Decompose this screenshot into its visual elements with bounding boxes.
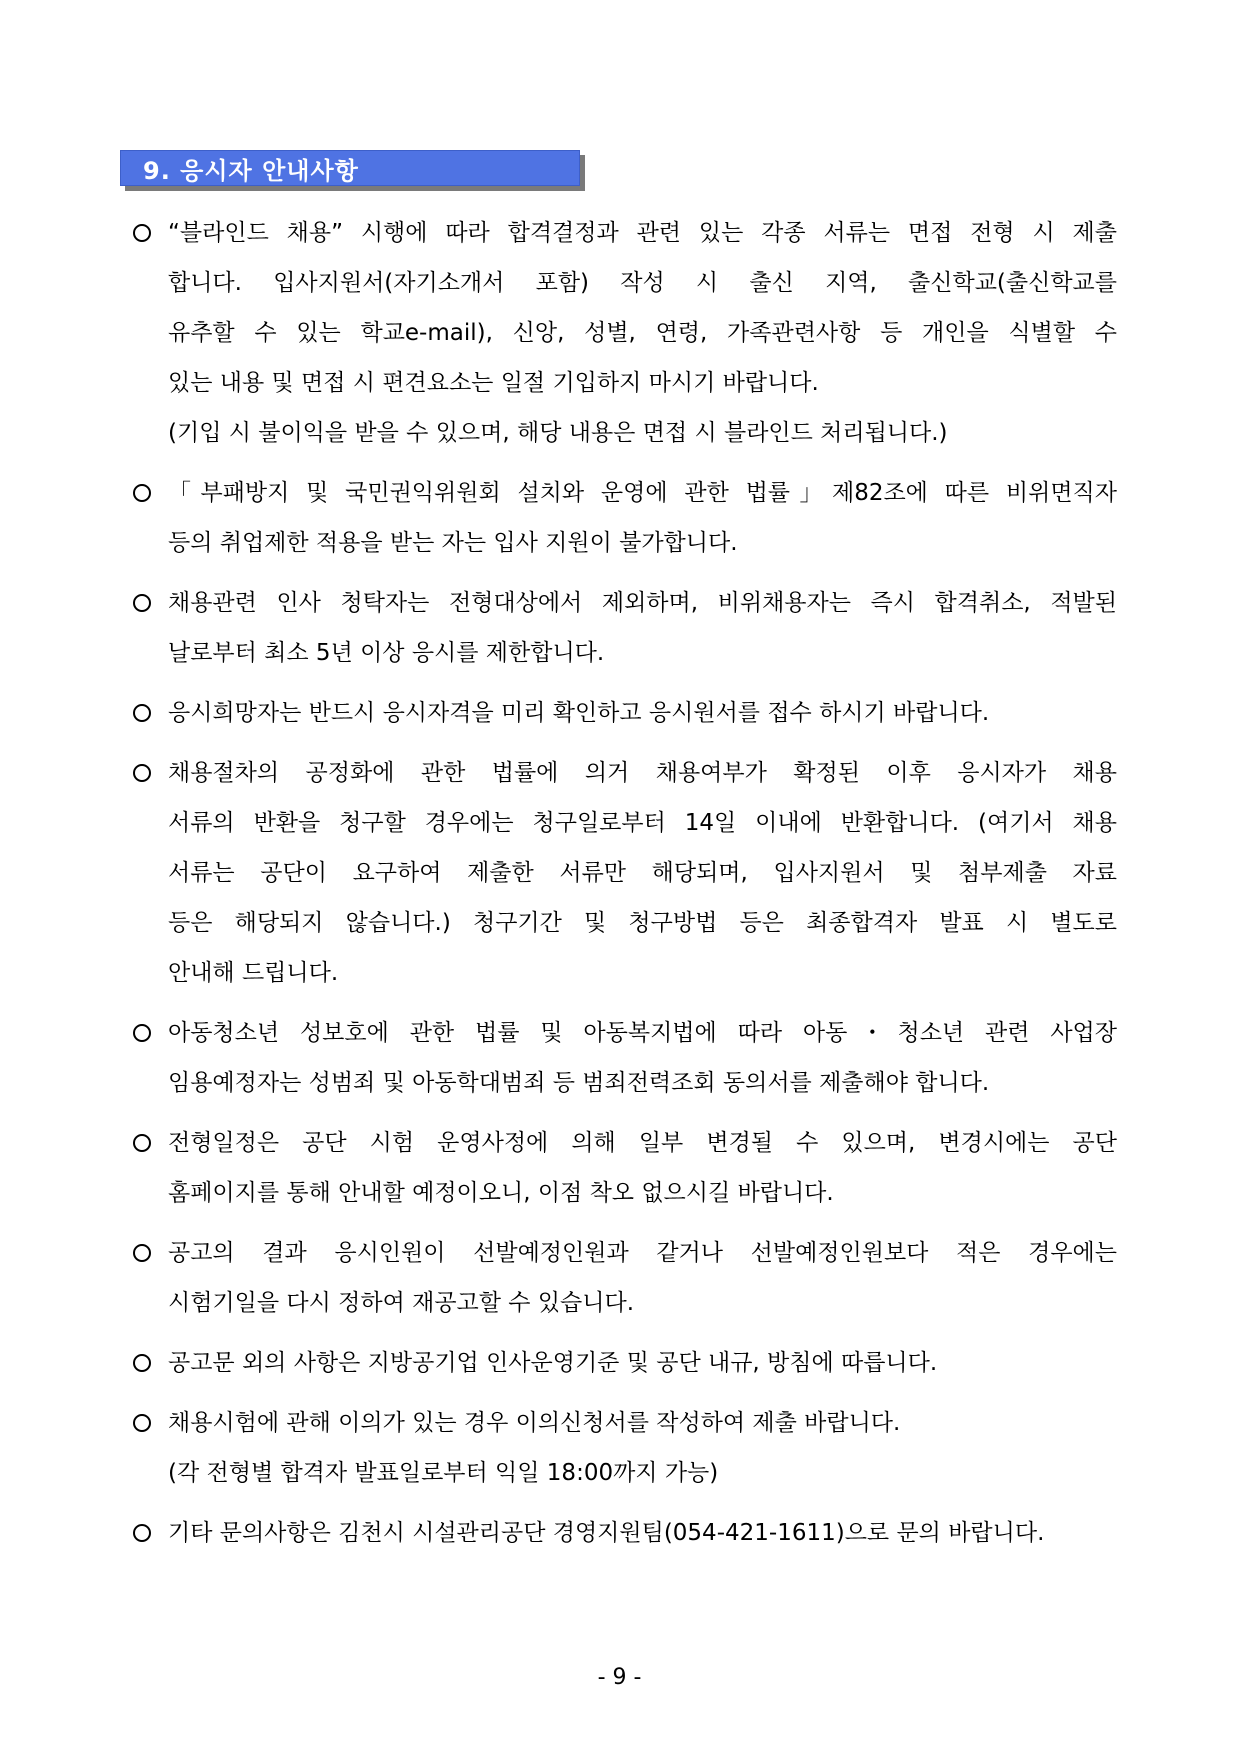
- notice-item-other-rules: [132, 1338, 1117, 1388]
- notice-item-child-protection: [132, 1008, 1117, 1108]
- circle-bullet-icon: [132, 578, 152, 628]
- notice-list: [132, 208, 1117, 1568]
- notice-line: 있는 내용 및 면접 시 편견요소는 일절 기입하지 마시기 바랍니다.: [168, 370, 819, 396]
- notice-item-contact: [132, 1508, 1117, 1558]
- notice-line: 공고문 외의 사항은 지방공기업 인사운영기준 및 공단 내규, 방침에 따릅니다.: [168, 1350, 938, 1376]
- circle-bullet-icon: [132, 1338, 152, 1388]
- section-title: 9. 응시자 안내사항: [143, 156, 359, 185]
- section-header: [120, 150, 580, 186]
- notice-item-solicitation: [132, 578, 1117, 678]
- notice-item-re-announcement: [132, 1228, 1117, 1328]
- notice-note: (각 전형별 합격자 발표일로부터 익일 18:00까지 가능): [168, 1460, 719, 1486]
- circle-bullet-icon: [132, 748, 152, 798]
- notice-item-anti-corruption: [132, 468, 1117, 568]
- notice-line: 등은 해당되지 않습니다.) 청구기간 및 청구방법 등은 최종합격자 발표 시 별도로: [168, 910, 1117, 936]
- notice-line: 유추할 수 있는 학교e-mail), 신앙, 성별, 연령, 가족관련사항 등 개인을 식별할 수: [168, 320, 1117, 346]
- notice-line: 홈페이지를 통해 안내할 예정이오니, 이점 착오 없으시길 바랍니다.: [168, 1180, 834, 1206]
- circle-bullet-icon: [132, 208, 152, 258]
- notice-line: 임용예정자는 성범죄 및 아동학대범죄 등 범죄전력조회 동의서를 제출해야 합니다.: [168, 1070, 990, 1096]
- circle-bullet-icon: [132, 1008, 152, 1058]
- notice-line: 합니다. 입사지원서(자기소개서 포함) 작성 시 출신 지역, 출신학교(출신학교를: [168, 270, 1117, 296]
- notice-line: 서류의 반환을 청구할 경우에는 청구일로부터 14일 이내에 반환합니다. (여기서 채용: [168, 810, 1117, 836]
- notice-line: 「부패방지 및 국민권익위원회 설치와 운영에 관한 법률」제82조에 따른 비위면직자: [168, 480, 1117, 506]
- notice-item-blind-hiring: [132, 208, 1117, 408]
- notice-item-objection: [132, 1398, 1117, 1448]
- notice-line: 서류는 공단이 요구하여 제출한 서류만 해당되며, 입사지원서 및 첨부제출 자료: [168, 860, 1117, 886]
- circle-bullet-icon: [132, 1398, 152, 1448]
- notice-line: 날로부터 최소 5년 이상 응시를 제한합니다.: [168, 640, 605, 666]
- notice-line: 채용시험에 관해 이의가 있는 경우 이의신청서를 작성하여 제출 바랍니다.: [168, 1410, 901, 1436]
- notice-line: 기타 문의사항은 김천시 시설관리공단 경영지원팀(054-421-1611)으로 문의 바랍니다.: [168, 1520, 1045, 1546]
- circle-bullet-icon: [132, 1508, 152, 1558]
- notice-line: 채용절차의 공정화에 관한 법률에 의거 채용여부가 확정된 이후 응시자가 채용: [168, 760, 1117, 786]
- page-number: - 9 -: [597, 1665, 642, 1690]
- circle-bullet-icon: [132, 688, 152, 738]
- notice-item-schedule-change: [132, 1118, 1117, 1218]
- circle-bullet-icon: [132, 1228, 152, 1278]
- circle-bullet-icon: [132, 1118, 152, 1168]
- notice-line: 전형일정은 공단 시험 운영사정에 의해 일부 변경될 수 있으며, 변경시에는 공단: [168, 1130, 1117, 1156]
- notice-line: 공고의 결과 응시인원이 선발예정인원과 같거나 선발예정인원보다 적은 경우에는: [168, 1240, 1117, 1266]
- notice-line: 채용관련 인사 청탁자는 전형대상에서 제외하며, 비위채용자는 즉시 합격취소, 적발된: [168, 590, 1117, 616]
- notice-line: 시험기일을 다시 정하여 재공고할 수 있습니다.: [168, 1290, 635, 1316]
- circle-bullet-icon: [132, 468, 152, 518]
- notice-item-eligibility: [132, 688, 1117, 738]
- notice-line: 아동청소년 성보호에 관한 법률 및 아동복지법에 따라 아동・청소년 관련 사업장: [168, 1020, 1117, 1046]
- notice-item-document-return: [132, 748, 1117, 998]
- notice-line: “블라인드 채용” 시행에 따라 합격결정과 관련 있는 각종 서류는 면접 전형 시 제출: [168, 220, 1117, 246]
- notice-line: 등의 취업제한 적용을 받는 자는 입사 지원이 불가합니다.: [168, 530, 738, 556]
- notice-line: 안내해 드립니다.: [168, 960, 339, 986]
- notice-note: (기입 시 불이익을 받을 수 있으며, 해당 내용은 면접 시 블라인드 처리됩니다.): [168, 420, 948, 446]
- notice-line: 응시희망자는 반드시 응시자격을 미리 확인하고 응시원서를 접수 하시기 바랍니다.: [168, 700, 990, 726]
